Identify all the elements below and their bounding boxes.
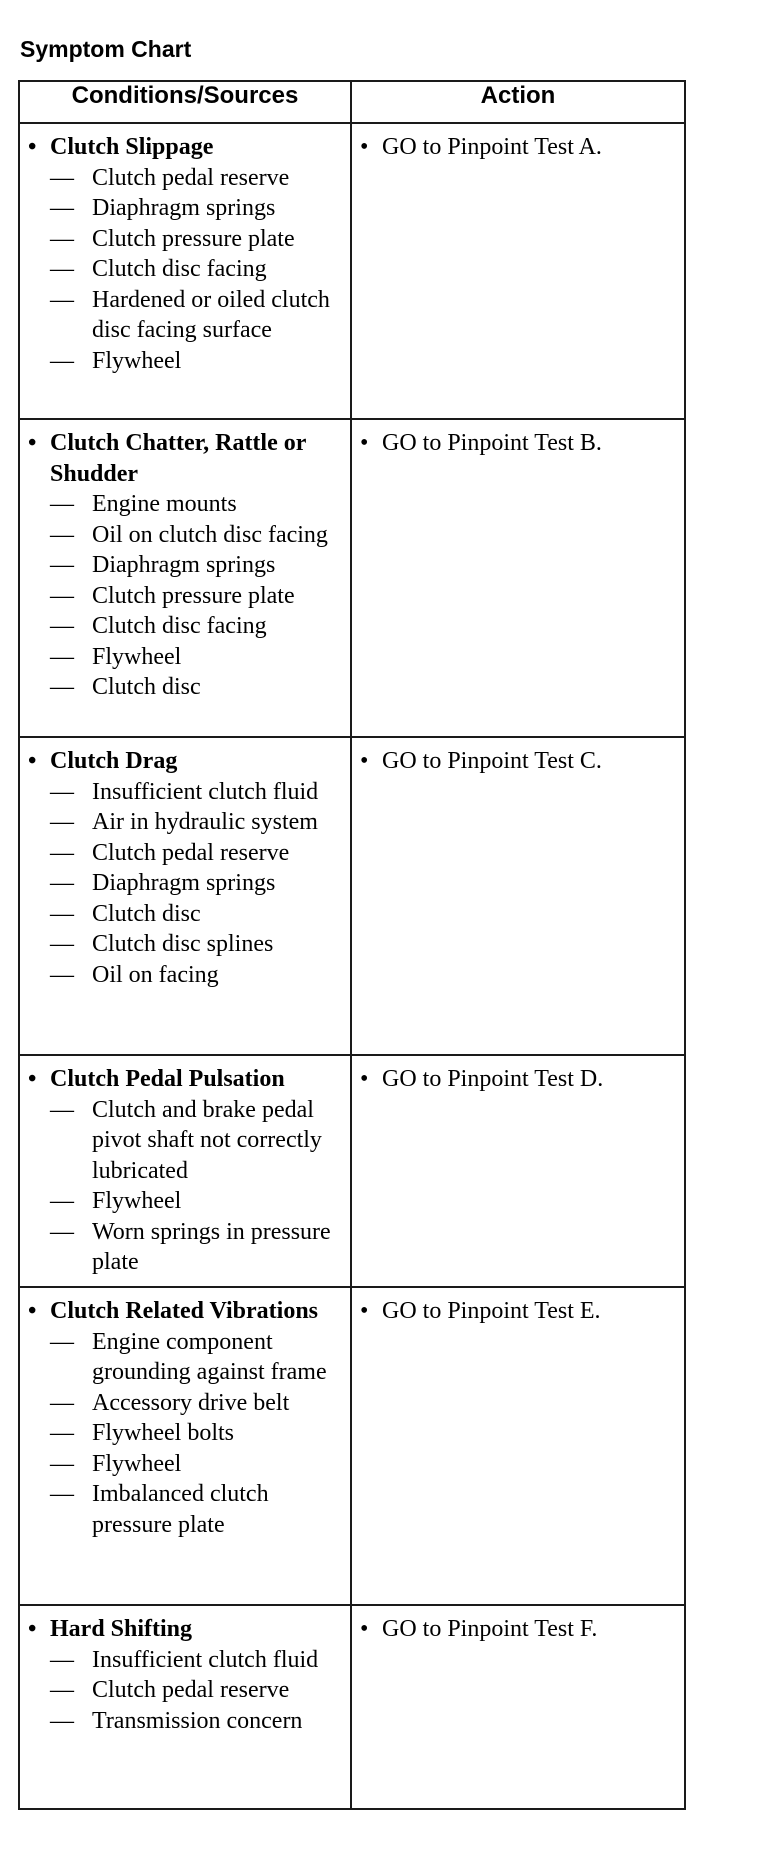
dash-icon: — <box>50 1646 74 1673</box>
condition-title: • Clutch Slippage <box>28 132 342 163</box>
action-text: • GO to Pinpoint Test C. <box>360 746 676 777</box>
condition-title: • Hard Shifting <box>28 1614 342 1645</box>
source-item: — Flywheel <box>50 642 342 673</box>
source-item: — Clutch pressure plate <box>50 581 342 612</box>
bullet-icon: • <box>360 748 369 774</box>
source-item: — Accessory drive belt <box>50 1388 342 1419</box>
dash-icon: — <box>50 1389 74 1416</box>
dash-icon: — <box>50 674 74 700</box>
source-item: — Clutch pedal reserve <box>50 163 342 194</box>
source-item: — Worn springs in pressure plate <box>50 1217 342 1278</box>
dash-icon: — <box>50 613 74 639</box>
action-cell <box>351 1287 685 1605</box>
header-conditions: Conditions/Sources <box>19 81 351 123</box>
source-item: — Flywheel <box>50 346 342 377</box>
bullet-icon: • <box>28 1066 37 1092</box>
header-action: Action <box>351 81 685 123</box>
dash-icon: — <box>50 870 74 896</box>
source-item: — Clutch disc facing <box>50 254 342 285</box>
dash-icon: — <box>50 256 74 282</box>
condition-cell <box>19 737 351 1055</box>
source-item: — Clutch disc facing <box>50 611 342 642</box>
action-text: • GO to Pinpoint Test D. <box>360 1064 676 1095</box>
bullet-icon: • <box>28 1298 37 1324</box>
dash-icon: — <box>50 1328 74 1355</box>
dash-icon: — <box>50 931 74 957</box>
source-item: — Flywheel <box>50 1186 342 1217</box>
source-item: — Clutch pressure plate <box>50 224 342 255</box>
table-row <box>19 1055 685 1287</box>
source-item: — Clutch and brake pedal pivot shaft not correctly lubricated <box>50 1095 342 1187</box>
dash-icon: — <box>50 643 74 670</box>
dash-icon: — <box>50 164 74 191</box>
source-item: — Engine mounts <box>50 489 342 520</box>
source-item: — Clutch disc <box>50 899 342 930</box>
bullet-icon: • <box>28 430 37 456</box>
source-item: — Air in hydraulic system <box>50 807 342 838</box>
bullet-icon: • <box>28 748 37 774</box>
bullet-icon: • <box>360 134 369 160</box>
dash-icon: — <box>50 809 74 835</box>
action-text: • GO to Pinpoint Test F. <box>360 1614 676 1645</box>
source-item: — Flywheel bolts <box>50 1418 342 1449</box>
dash-icon: — <box>50 491 74 517</box>
bullet-icon: • <box>28 134 37 160</box>
bullet-icon: • <box>360 1298 369 1324</box>
action-cell <box>351 123 685 419</box>
bullet-icon: • <box>360 1066 369 1092</box>
dash-icon: — <box>50 961 74 988</box>
table-header-row <box>19 81 685 123</box>
symptom-table <box>18 80 686 1810</box>
source-item: — Clutch disc <box>50 672 342 703</box>
dash-icon: — <box>50 225 74 252</box>
action-cell <box>351 737 685 1055</box>
source-item: — Oil on clutch disc facing <box>50 520 342 551</box>
table-row <box>19 1605 685 1809</box>
condition-cell <box>19 1055 351 1287</box>
action-text: • GO to Pinpoint Test E. <box>360 1296 676 1327</box>
dash-icon: — <box>50 195 74 221</box>
source-item: — Clutch disc splines <box>50 929 342 960</box>
dash-icon: — <box>50 552 74 578</box>
action-cell <box>351 419 685 737</box>
dash-icon: — <box>50 900 74 927</box>
dash-icon: — <box>50 347 74 374</box>
dash-icon: — <box>50 521 74 548</box>
source-item: — Diaphragm springs <box>50 550 342 581</box>
dash-icon: — <box>50 1450 74 1477</box>
source-item: — Diaphragm springs <box>50 193 342 224</box>
dash-icon: — <box>50 286 74 313</box>
condition-cell <box>19 419 351 737</box>
table-row <box>19 123 685 419</box>
action-cell <box>351 1055 685 1287</box>
table-row <box>19 1287 685 1605</box>
source-item: — Insufficient clutch fluid <box>50 1645 342 1676</box>
dash-icon: — <box>50 1481 74 1507</box>
bullet-icon: • <box>360 430 369 456</box>
condition-title: • Clutch Chatter, Rattle or Shudder <box>28 428 342 489</box>
action-text: • GO to Pinpoint Test B. <box>360 428 676 459</box>
bullet-icon: • <box>360 1616 369 1642</box>
condition-title: • Clutch Pedal Pulsation <box>28 1064 342 1095</box>
source-item: — Transmission concern <box>50 1706 342 1737</box>
condition-cell <box>19 1287 351 1605</box>
table-row <box>19 419 685 737</box>
dash-icon: — <box>50 1188 74 1214</box>
source-item: — Engine component grounding against frame <box>50 1327 342 1388</box>
source-item: — Diaphragm springs <box>50 868 342 899</box>
dash-icon: — <box>50 1420 74 1446</box>
condition-title: • Clutch Drag <box>28 746 342 777</box>
source-item: — Hardened or oiled clutch disc facing surface <box>50 285 342 346</box>
action-cell <box>351 1605 685 1809</box>
source-item: — Insufficient clutch fluid <box>50 777 342 808</box>
dash-icon: — <box>50 778 74 805</box>
source-item: — Imbalanced clutch pressure plate <box>50 1479 342 1540</box>
dash-icon: — <box>50 839 74 866</box>
page-title: Symptom Chart <box>20 36 192 62</box>
dash-icon: — <box>50 1096 74 1123</box>
dash-icon: — <box>50 1218 74 1245</box>
source-item: — Clutch pedal reserve <box>50 1675 342 1706</box>
dash-icon: — <box>50 1677 74 1703</box>
dash-icon: — <box>50 1707 74 1734</box>
source-item: — Flywheel <box>50 1449 342 1480</box>
source-item: — Oil on facing <box>50 960 342 991</box>
action-text: • GO to Pinpoint Test A. <box>360 132 676 163</box>
condition-title: • Clutch Related Vibrations <box>28 1296 342 1327</box>
table-row <box>19 737 685 1055</box>
bullet-icon: • <box>28 1616 37 1642</box>
dash-icon: — <box>50 582 74 609</box>
condition-cell <box>19 1605 351 1809</box>
source-item: — Clutch pedal reserve <box>50 838 342 869</box>
condition-cell <box>19 123 351 419</box>
